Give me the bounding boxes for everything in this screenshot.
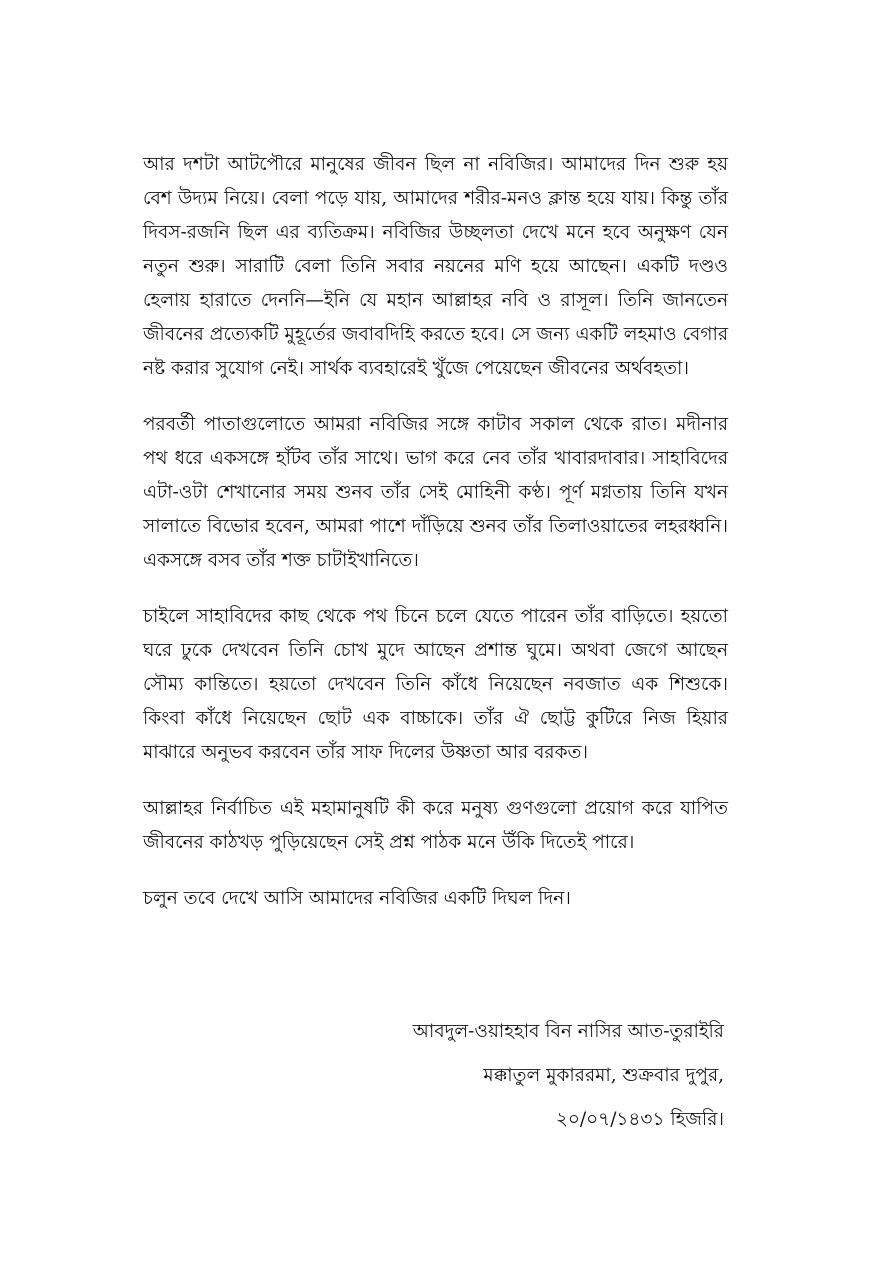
paragraph-4: আল্লাহর নির্বাচিত এই মহামানুষটি কী করে মনুষ্য গুণগুলো প্রয়োগ করে যাপিত জীবনের কাঠখড় পুড়িয়েছেন সেই প্রশ্ন পাঠক মনে উঁকি দিতেই পারে। bbox=[143, 798, 728, 853]
paragraph-5: চলুন তবে দেখে আসি আমাদের নবিজির একটি দিঘল দিন। bbox=[143, 888, 571, 909]
paragraph-2: পরবর্তী পাতাগুলোতে আমরা নবিজির সঙ্গে কাটাব সকাল থেকে রাত। মদীনার পথ ধরে একসঙ্গে হাঁটব তাঁর সাথে। ভাগ করে নেব তাঁর খাবারদাবার। সাহাবিদের এটা-ওটা শেখানোর সময় শুনব তাঁর সেই মোহিনী কণ্ঠ। পূর্ণ মগ্নতায় তিনি যখন সালাতে বিভোর হবেন, আমরা পাশে দাঁড়িয়ে শুনব তাঁর তিলাওয়াতের লহরধ্বনি। একসঙ্গে বসব তাঁর শক্ত চাটাইখানিতে। bbox=[143, 414, 728, 571]
signature-date: ২০/০৭/১৪৩১ হিজরি। bbox=[555, 1109, 724, 1130]
paragraph-3: চাইলে সাহাবিদের কাছ থেকে পথ চিনে চলে যেতে পারেন তাঁর বাড়িতে। হয়তো ঘরে ঢুকে দেখবেন তিনি চোখ মুদে আছেন প্রশান্ত ঘুমে। অথবা জেগে আছেন সৌম্য কান্তিতে। হয়তো দেখবেন তিনি কাঁধে নিয়েছেন নবজাত এক শিশুকে। কিংবা কাঁধে নিয়েছেন ছোট এক বাচ্চাকে। তাঁর ঐ ছোট্ট কুটিরে নিজ হিয়ার মাঝারে অনুভব করবেন তাঁর সাফ দিলের উষ্ণতা আর বরকত। bbox=[143, 606, 728, 763]
signature-place-time: মক্কাতুল মুকাররমা, শুক্রবার দুপুর, bbox=[483, 1065, 724, 1086]
document-body bbox=[143, 148, 728, 938]
signature-author: আবদুল-ওয়াহহাব বিন নাসির আত-তুরাইরি bbox=[412, 1021, 724, 1042]
signature-block bbox=[204, 1010, 724, 1142]
paragraph-1: আর দশটা আটপৌরে মানুষের জীবন ছিল না নবিজির। আমাদের দিন শুরু হয় বেশ উদ্যম নিয়ে। বেলা পড়ে যায়, আমাদের শরীর-মনও ক্লান্ত হয়ে যায়। কিন্তু তাঁর দিবস-রজনি ছিল এর ব্যতিক্রম। নবিজির উচ্ছলতা দেখে মনে হবে অনুক্ষণ যেন নতুন শুরু। সারাটি বেলা তিনি সবার নয়নের মণি হয়ে আছেন। একটি দণ্ডও হেলায় হারাতে দেননি—ইনি যে মহান আল্লাহর নবি ও রাসূল। তিনি জানতেন জীবনের প্রত্যেকটি মুহূর্তের জবাবদিহি করতে হবে। সে জন্য একটি লহমাও বেগার নষ্ট করার সুযোগ নেই। সার্থক ব্যবহারেই খুঁজে পেয়েছেন জীবনের অর্থবহতা। bbox=[143, 154, 728, 379]
